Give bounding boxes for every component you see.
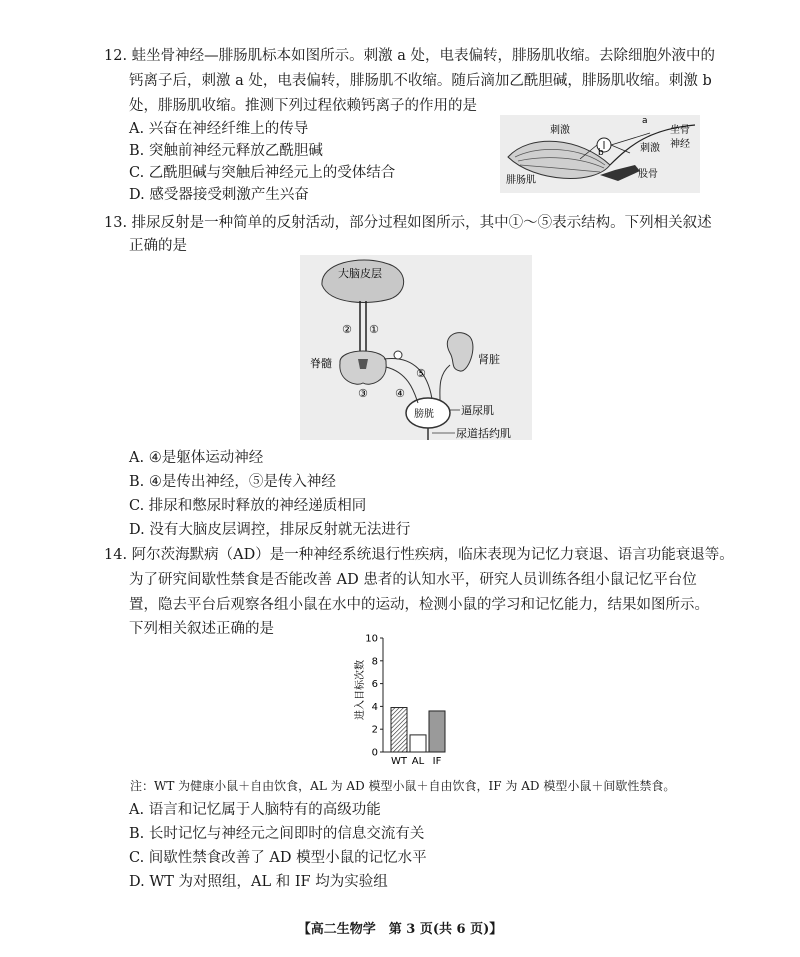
q13-stem-line-1: 13. 排尿反射是一种简单的反射活动，部分过程如图所示，其中①～⑤表示结构。下列相关叙述 xyxy=(104,215,712,231)
label-a: a xyxy=(642,116,648,126)
label-stim-2: 刺激 xyxy=(640,143,660,154)
q12-option-b: B. 突触前神经元释放乙酰胆碱 xyxy=(129,143,323,159)
label-sphincter: 尿道括约肌 xyxy=(456,427,511,440)
q14-stem-line-2: 为了研究间歇性禁食是否能改善 AD 患者的认知水平，研究人员训练各组小鼠记忆平台位 xyxy=(129,572,697,588)
label-bone: 股骨 xyxy=(638,169,658,180)
q13-option-a: A. ④是躯体运动神经 xyxy=(129,450,264,466)
label-spinal: 脊髓 xyxy=(310,357,332,370)
q14-stem-line-3: 置，隐去平台后观察各组小鼠在水中的运动，检测小鼠的学习和记忆能力，结果如图所示。 xyxy=(129,597,709,613)
q14-option-b: B. 长时记忆与神经元之间即时的信息交流有关 xyxy=(129,826,425,842)
label-kidney: 肾脏 xyxy=(478,353,500,366)
chart-x-tick-label: IF xyxy=(432,756,442,767)
chart-x-tick-label: WT xyxy=(391,756,407,767)
label-n1: ① xyxy=(369,323,379,336)
q13-option-d: D. 没有大脑皮层调控，排尿反射就无法进行 xyxy=(129,522,411,538)
q12-option-a: A. 兴奋在神经纤维上的传导 xyxy=(129,121,309,137)
label-cortex: 大脑皮层 xyxy=(338,267,382,280)
q12-option-d: D. 感受器接受刺激产生兴奋 xyxy=(129,187,309,203)
chart-y-tick-label: 10 xyxy=(365,633,378,645)
q14-option-c: C. 间歇性禁食改善了 AD 模型小鼠的记忆水平 xyxy=(129,850,427,866)
chart-bar-wt xyxy=(391,708,407,752)
q12-option-c: C. 乙酰胆碱与突触后神经元上的受体结合 xyxy=(129,165,396,181)
chart-y-tick-label: 0 xyxy=(371,747,378,759)
label-nerve-1: 坐骨 xyxy=(670,125,690,136)
label-n2: ② xyxy=(342,323,352,336)
label-b: b xyxy=(598,148,604,158)
q12-nerve-muscle-figure xyxy=(500,115,700,193)
label-detrusor: 逼尿肌 xyxy=(461,404,494,417)
q13-option-b: B. ④是传出神经，⑤是传入神经 xyxy=(129,474,336,490)
label-n3: ③ xyxy=(358,387,368,400)
chart-y-tick-label: 6 xyxy=(371,679,378,691)
q13-option-c: C. 排尿和憋尿时释放的神经递质相同 xyxy=(129,498,367,514)
q12-stem-line-2: 钙离子后，刺激 a 处，电表偏转，腓肠肌不收缩。随后滴加乙酰胆碱，腓肠肌收缩。刺激 b xyxy=(129,73,712,89)
q14-bar-chart xyxy=(345,630,475,775)
q14-stem-line-4: 下列相关叙述正确的是 xyxy=(129,621,274,637)
q14-option-a: A. 语言和记忆属于人脑特有的高级功能 xyxy=(129,802,381,818)
q14-stem-line-1: 14. 阿尔茨海默病（AD）是一种神经系统退行性疾病，临床表现为记忆力衰退、语言功能衰退等。 xyxy=(104,547,734,563)
chart-bar-if xyxy=(429,711,445,752)
label-stim-1: 刺激 xyxy=(550,125,570,136)
chart-bar-al xyxy=(410,735,426,752)
chart-y-tick-label: 4 xyxy=(371,701,378,713)
q14-option-d: D. WT 为对照组，AL 和 IF 均为实验组 xyxy=(129,874,388,890)
q13-stem-line-2: 正确的是 xyxy=(129,238,187,254)
q12-stem-line-1: 12. 蛙坐骨神经—腓肠肌标本如图所示。刺激 a 处，电表偏转，腓肠肌收缩。去除细胞外液中的 xyxy=(104,48,716,64)
q14-note: 注：WT 为健康小鼠＋自由饮食，AL 为 AD 模型小鼠＋自由饮食，IF 为 AD 模型小鼠＋间歇性禁食。 xyxy=(130,779,676,793)
chart-y-tick-label: 2 xyxy=(371,724,378,736)
label-bladder: 膀胱 xyxy=(414,409,434,420)
chart-y-label: 进入目标次数 xyxy=(355,660,366,720)
chart-x-tick-label: AL xyxy=(411,756,425,767)
page-footer: 【高二生物学 第 3 页(共 6 页)】 xyxy=(297,922,503,937)
label-muscle: 腓肠肌 xyxy=(506,175,536,186)
q12-stem-line-3: 处，腓肠肌收缩。推测下列过程依赖钙离子的作用的是 xyxy=(129,98,477,114)
q13-urination-reflex-figure xyxy=(300,255,532,440)
label-n5: ⑤ xyxy=(416,367,426,380)
label-n4: ④ xyxy=(395,387,405,400)
chart-y-tick-label: 8 xyxy=(371,656,378,668)
label-nerve-2: 神经 xyxy=(670,139,690,150)
